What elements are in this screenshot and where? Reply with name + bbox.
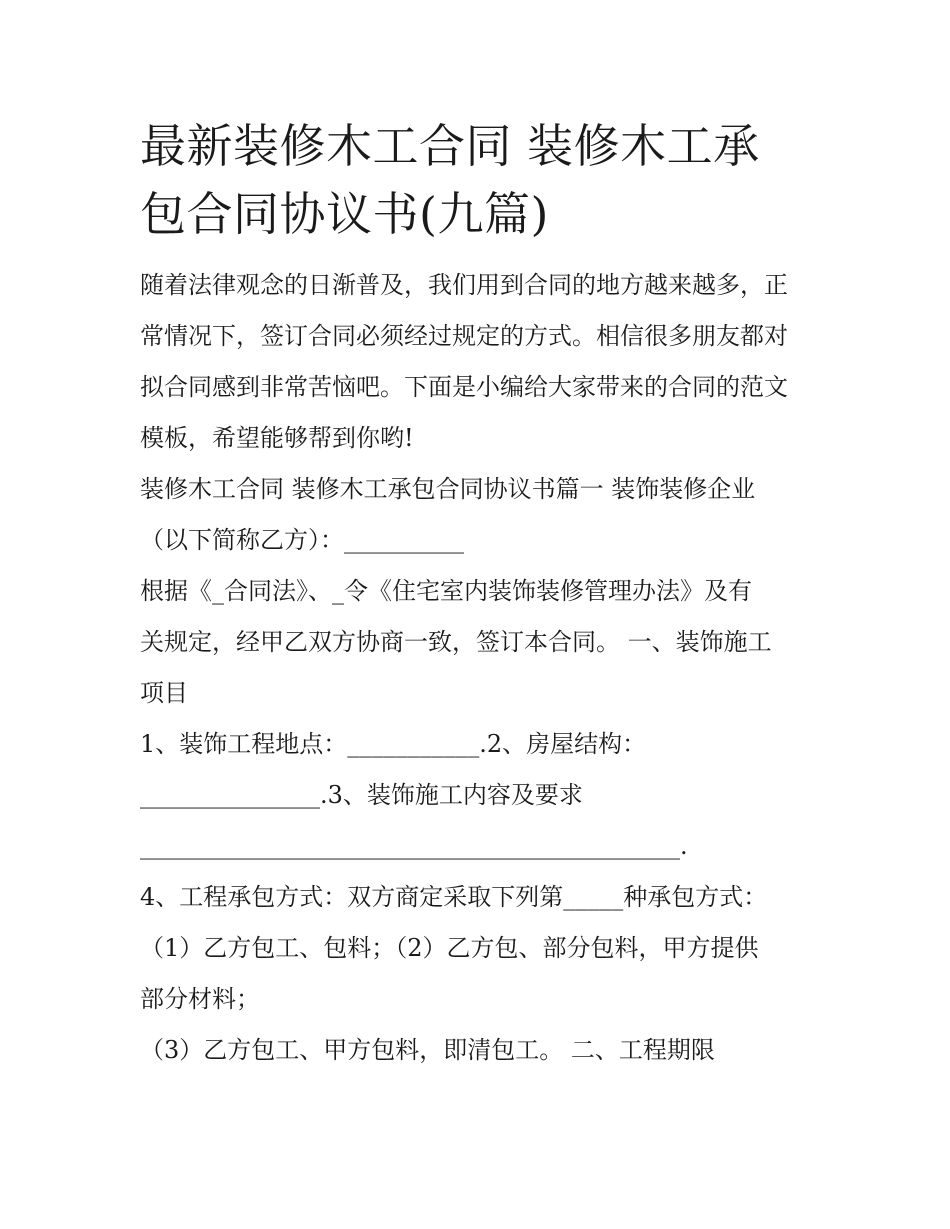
body-line: 装修木工合同 装修木工承包合同协议书篇一 装饰装修企业 bbox=[140, 475, 756, 503]
body-line: 根据《_合同法》、_令《住宅室内装饰装修管理办法》及有 bbox=[140, 577, 752, 605]
body-line: 项目 bbox=[140, 679, 188, 707]
document-page bbox=[140, 112, 820, 1076]
body-line: 部分材料； bbox=[140, 985, 260, 1013]
document-title bbox=[140, 112, 820, 248]
body-line: （1）乙方包工、包料；（2）乙方包、部分包料，甲方提供 bbox=[140, 934, 759, 962]
body-line: _____________________________________________. bbox=[140, 832, 688, 860]
body-line: （3）乙方包工、甲方包料，即清包工。 二、工程期限 bbox=[140, 1036, 715, 1064]
body-line: 1、装饰工程地点：___________.2、房屋结构： bbox=[140, 730, 647, 758]
title-line-1: 最新装修木工合同 装修木工承 bbox=[140, 119, 760, 173]
body-line: 随着法律观念的日渐普及，我们用到合同的地方越来越多，正 bbox=[140, 271, 788, 299]
body-line: 拟合同感到非常苦恼吧。下面是小编给大家带来的合同的范文 bbox=[140, 373, 788, 401]
body-line: 4、工程承包方式：双方商定采取下列第_____种承包方式： bbox=[140, 883, 768, 911]
body-line: 常情况下，签订合同必须经过规定的方式。相信很多朋友都对 bbox=[140, 322, 788, 350]
document-body bbox=[140, 260, 820, 1076]
body-line: _______________.3、装饰施工内容及要求 bbox=[140, 781, 583, 809]
title-line-2: 包合同协议书(九篇) bbox=[140, 187, 549, 241]
body-line: （以下简称乙方）：__________ bbox=[140, 526, 464, 554]
body-line: 模板，希望能够帮到你哟! bbox=[140, 424, 414, 452]
body-line: 关规定，经甲乙双方协商一致，签订本合同。 一、装饰施工 bbox=[140, 628, 772, 656]
